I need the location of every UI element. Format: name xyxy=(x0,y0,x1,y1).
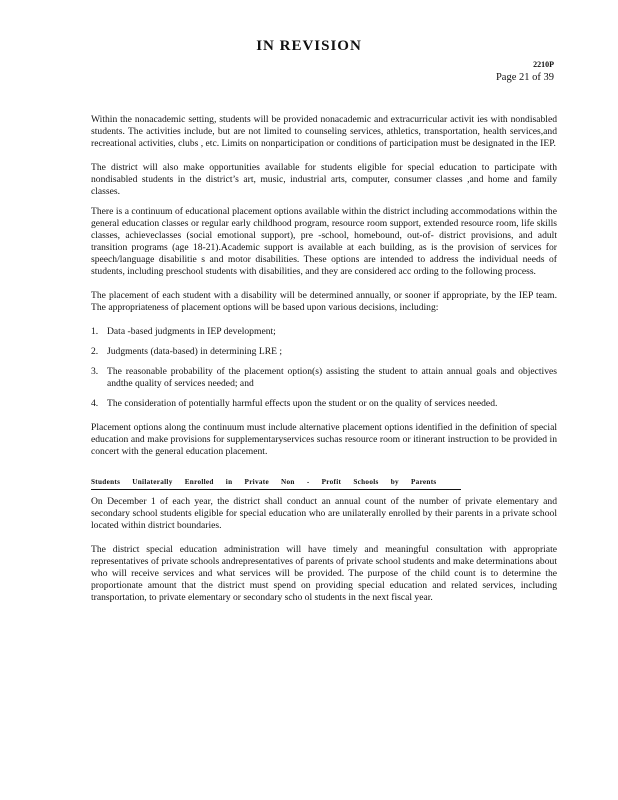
document-body xyxy=(91,114,557,616)
paragraph-opportunities: The district will also make opportunities available for students eligible for special education to participate with nondisabled students in the district’s art, music, industrial arts, computer, consumer classes ,and home and family classes. xyxy=(91,162,557,197)
policy-code: 2210P xyxy=(533,60,554,69)
paragraph-continuum: There is a continuum of educational placement options available within the district including accommodations within the general education classes or regular early childhood program, resource room support, extended resource room, life skills classes, achieveclasses (social emotional support), pre -school, homebound, out-of- district provisions, and adult transition programs (age 18-21).Academic support is available at each building, as is the provision of services for speech/language disabilitie s and motor disabilities. These options are intended to address the individual needs of students, including preschool students with disabilities, and they are considered acc ording to the following process. xyxy=(91,206,557,277)
page-title: IN REVISION xyxy=(256,38,362,54)
paragraph-annual-count: On December 1 of each year, the district shall conduct an annual count of the number of private elementary and secondary school students eligible for special education who are unilaterally enrolled by their parents in a private school located within district boundaries. xyxy=(91,496,557,531)
page-number: Page 21 of 39 xyxy=(495,72,554,83)
paragraph-placement-options: Placement options along the continuum must include alternative placement options identified in the definition of special education and make provisions for supplementaryservices suchas resource room or itinerant instruction to be provided in concert with the general education placement. xyxy=(91,422,557,457)
section-heading: Students Unilaterally Enrolled in Private Non - Profit Schools by Parents xyxy=(91,476,461,490)
paragraph-nonacademic: Within the nonacademic setting, students will be provided nonacademic and extracurricular activit ies with nondisabled students. The activities include, but are not limited to counseling services, athletics, transportation, health services,and recreational activities, clubs , etc. Limits on nonparticipation or conditions of participation must be designated in the IEP. xyxy=(91,114,557,149)
paragraph-consultation: The district special education administration will have timely and meaningful consultation with appropriate representatives of private schools andrepresentatives of parents of private school students and make determinations about who will receive services and what services will be provided. The purpose of the child count is to determine the proportionate amount that the district must spend on providing special education and related services, including transportation, to private elementary or secondary scho ol students in the next fiscal year. xyxy=(91,544,557,603)
list-item: 3. The reasonable probability of the placement option(s) assisting the student to attain annual goals and objectives andthe quality of services needed; and xyxy=(91,366,557,389)
decision-list xyxy=(91,326,557,410)
list-item: 2. Judgments (data-based) in determining LRE ; xyxy=(91,346,283,357)
list-item: 4. The consideration of potentially harmful effects upon the student or on the quality of services needed. xyxy=(91,398,498,409)
paragraph-placement: The placement of each student with a disability will be determined annually, or sooner if appropriate, by the IEP team. The appropriateness of placement options will be based upon various decisions, including: xyxy=(91,290,557,313)
list-item: 1. Data -based judgments in IEP development; xyxy=(91,326,276,337)
